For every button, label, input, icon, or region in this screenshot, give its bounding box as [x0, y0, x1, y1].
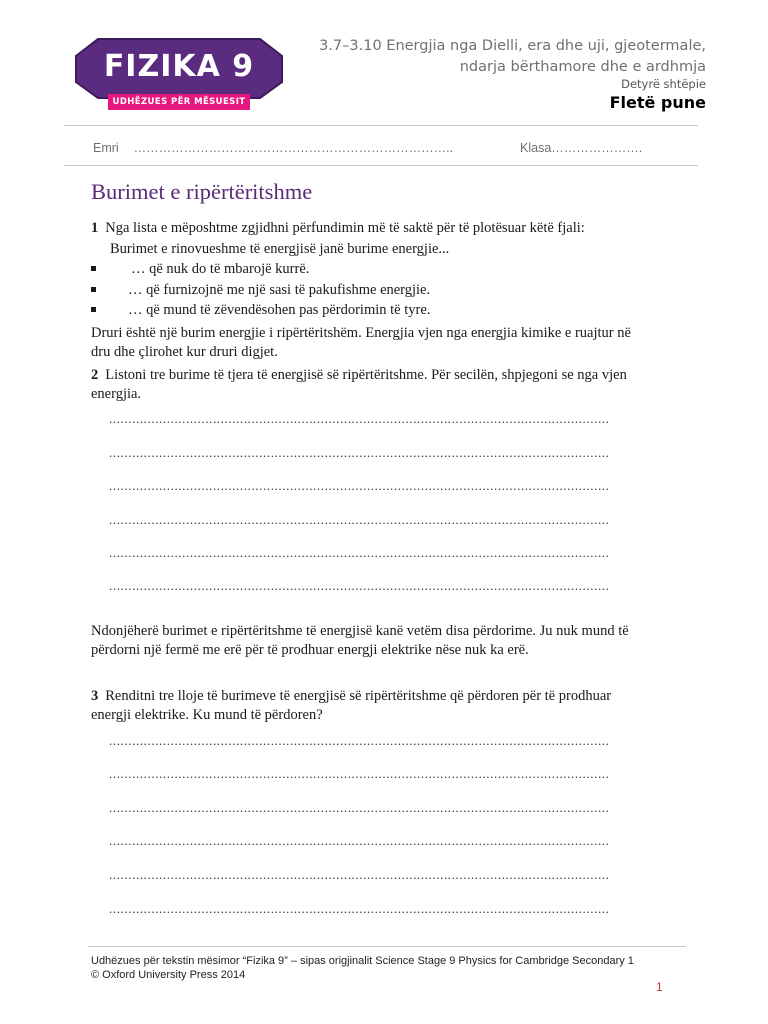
- lesson-topic-line-1: 3.7–3.10 Energjia nga Dielli, era dhe uji, gjeotermale,: [319, 38, 706, 54]
- answer-line[interactable]: ..................................................................................................................................: [109, 513, 610, 527]
- footer-credit: Udhëzues për tekstin mësimor “Fizika 9” – sipas origjinalit Science Stage 9 Physics for Cambridge Secondary 1: [91, 955, 634, 967]
- question-3: [91, 687, 621, 724]
- bullet-square-icon: [91, 266, 96, 271]
- header-divider: [64, 125, 698, 126]
- question-3-number: 3: [91, 688, 99, 704]
- question-1-text: Nga lista e mëposhtme zgjidhni përfundimin më të saktë për të plotësuar këtë fjali:: [105, 220, 585, 236]
- bullet-square-icon: [91, 307, 96, 312]
- worksheet-label: Fletë pune: [609, 93, 706, 112]
- question-1-number: 1: [91, 220, 99, 236]
- lesson-topic-line-2: ndarja bërthamore dhe e ardhmja: [459, 59, 706, 75]
- answer-line[interactable]: ..................................................................................................................................: [109, 412, 610, 426]
- class-field: [520, 141, 642, 161]
- question-1-stem: Burimet e rinovueshme të energjisë janë burime energjie...: [110, 240, 450, 257]
- page-number: 1: [656, 980, 663, 994]
- answer-line[interactable]: ..................................................................................................................................: [109, 479, 610, 493]
- paragraph-wind: Ndonjëherë burimet e ripërtëritshme të energjisë kanë vetëm disa përdorime. Ju nuk mund të përdorni një fermë me erë për të prodhuar energji elektrike nëse nuk ka erë.: [91, 623, 629, 658]
- answer-line[interactable]: ..................................................................................................................................: [109, 801, 610, 815]
- logo-subtitle: UDHËZUES PËR MËSUESIT: [112, 97, 246, 107]
- answer-line[interactable]: ..................................................................................................................................: [109, 868, 610, 882]
- name-label: Emri: [93, 141, 119, 155]
- answer-line[interactable]: ..................................................................................................................................: [109, 734, 610, 748]
- option-text: … që furnizojnë me një sasi të pakufishme energjie.: [128, 281, 431, 298]
- option-item: [91, 301, 651, 322]
- answer-line[interactable]: ..................................................................................................................................: [109, 902, 610, 916]
- answer-line[interactable]: ..................................................................................................................................: [109, 546, 610, 560]
- question-1: [91, 219, 651, 258]
- homework-label: Detyrë shtëpie: [621, 77, 706, 91]
- worksheet-title: Burimet e ripërtëritshme: [91, 179, 313, 204]
- footer-divider: [88, 946, 686, 947]
- question-2: [91, 366, 651, 403]
- option-item: [91, 260, 651, 281]
- question-2-text: Listoni tre burime të tjera të energjisë së ripërtëritshme. Për secilën, shpjegoni se nga vjen energjia.: [91, 367, 627, 402]
- answer-line[interactable]: ..................................................................................................................................: [109, 446, 610, 460]
- option-text: … që nuk do të mbarojë kurrë.: [131, 261, 310, 277]
- fizika-9-logo: [72, 36, 286, 114]
- lesson-topic: [319, 36, 706, 78]
- logo-title: FIZIKA 9: [103, 49, 255, 84]
- answer-line[interactable]: ..................................................................................................................................: [109, 579, 610, 593]
- option-text: … që mund të zëvendësohen pas përdorimin të tyre.: [128, 302, 431, 318]
- class-label: Klasa: [520, 141, 552, 155]
- footer-copyright: © Oxford University Press 2014: [91, 969, 246, 981]
- paragraph-wood: Druri është një burim energjie i ripërtëritshëm. Energjia vjen nga energjia kimike e ruajtur në dru dhe çlirohet kur druri digjet.: [91, 325, 631, 360]
- option-item: [91, 281, 651, 302]
- question-1-options: [91, 260, 651, 322]
- name-field: [93, 141, 453, 161]
- class-dots: ………………….: [551, 141, 643, 155]
- name-dots: …………………………………………………………………..: [133, 141, 454, 155]
- footer: [91, 954, 634, 982]
- answer-line[interactable]: ..................................................................................................................................: [109, 834, 610, 848]
- question-3-text: Renditni tre lloje të burimeve të energjisë së ripërtëritshme që përdoren për të prodhuar energji elektrike. Ku mund të përdoren?: [91, 688, 612, 723]
- answer-line[interactable]: ..................................................................................................................................: [109, 767, 610, 781]
- bullet-square-icon: [91, 287, 96, 292]
- fields-divider: [64, 165, 698, 166]
- question-2-number: 2: [91, 367, 99, 383]
